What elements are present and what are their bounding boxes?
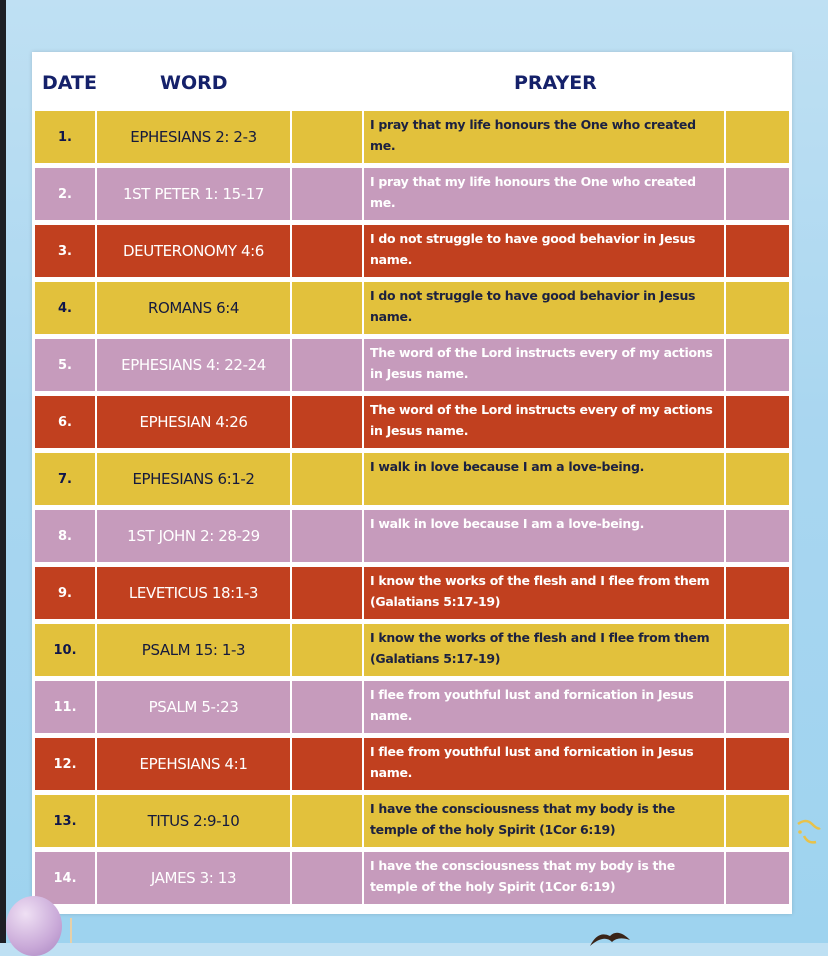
row-blank-cell	[291, 167, 363, 221]
row-blank-cell	[725, 851, 790, 905]
row-word: EPHESIANS 4: 22-24	[96, 338, 291, 392]
row-blank-cell	[291, 338, 363, 392]
row-blank-cell	[291, 737, 363, 791]
row-word: EPHESIANS 2: 2-3	[96, 110, 291, 164]
row-prayer: I know the works of the flesh and I flee from them (Galatians 5:17-19)	[363, 623, 725, 677]
row-word: EPEHSIANS 4:1	[96, 737, 291, 791]
row-blank-cell	[725, 509, 790, 563]
row-blank-cell	[725, 338, 790, 392]
row-blank-cell	[725, 680, 790, 734]
row-blank-cell	[725, 452, 790, 506]
row-blank-cell	[725, 395, 790, 449]
row-prayer: I pray that my life honours the One who created me.	[363, 167, 725, 221]
table-row	[34, 452, 790, 506]
table-row	[34, 680, 790, 734]
row-blank-cell	[291, 794, 363, 848]
table-row	[34, 224, 790, 278]
row-number: 2.	[34, 167, 96, 221]
row-prayer: I do not struggle to have good behavior in Jesus name.	[363, 281, 725, 335]
table-row	[34, 395, 790, 449]
row-number: 3.	[34, 224, 96, 278]
row-blank-cell	[725, 110, 790, 164]
row-prayer: I do not struggle to have good behavior in Jesus name.	[363, 224, 725, 278]
table-row	[34, 566, 790, 620]
row-word: 1ST JOHN 2: 28-29	[96, 509, 291, 563]
table-row	[34, 737, 790, 791]
row-blank-cell	[291, 224, 363, 278]
row-prayer: I flee from youthful lust and fornication in Jesus name.	[363, 737, 725, 791]
table-row	[34, 281, 790, 335]
header-prayer: PRAYER	[514, 72, 597, 94]
row-word: 1ST PETER 1: 15-17	[96, 167, 291, 221]
row-number: 10.	[34, 623, 96, 677]
row-word: PSALM 15: 1-3	[96, 623, 291, 677]
table-row	[34, 110, 790, 164]
row-blank-cell	[291, 395, 363, 449]
row-prayer: I walk in love because I am a love-being.	[363, 452, 725, 506]
row-prayer: The word of the Lord instructs every of my actions in Jesus name.	[363, 395, 725, 449]
row-prayer: I pray that my life honours the One who created me.	[363, 110, 725, 164]
row-blank-cell	[725, 623, 790, 677]
row-word: JAMES 3: 13	[96, 851, 291, 905]
decorative-squiggle-icon	[794, 814, 824, 854]
row-blank-cell	[291, 281, 363, 335]
row-prayer: The word of the Lord instructs every of my actions in Jesus name.	[363, 338, 725, 392]
row-word: DEUTERONOMY 4:6	[96, 224, 291, 278]
row-number: 14.	[34, 851, 96, 905]
row-prayer: I have the consciousness that my body is the temple of the holy Spirit (1Cor 6:19)	[363, 851, 725, 905]
table-row	[34, 851, 790, 905]
table-row	[34, 167, 790, 221]
row-number: 1.	[34, 110, 96, 164]
row-blank-cell	[291, 509, 363, 563]
table-header	[32, 52, 792, 110]
row-number: 7.	[34, 452, 96, 506]
row-number: 8.	[34, 509, 96, 563]
row-number: 5.	[34, 338, 96, 392]
row-number: 9.	[34, 566, 96, 620]
window-edge	[0, 0, 6, 943]
row-blank-cell	[291, 680, 363, 734]
row-blank-cell	[291, 452, 363, 506]
balloon-string	[70, 918, 72, 943]
table-row	[34, 509, 790, 563]
bird-icon	[588, 926, 632, 948]
header-word: WORD	[160, 72, 228, 94]
row-prayer: I walk in love because I am a love-being.	[363, 509, 725, 563]
table-row	[34, 338, 790, 392]
row-word: EPHESIANS 6:1-2	[96, 452, 291, 506]
row-blank-cell	[725, 224, 790, 278]
row-blank-cell	[291, 851, 363, 905]
row-prayer: I flee from youthful lust and fornication in Jesus name.	[363, 680, 725, 734]
row-number: 12.	[34, 737, 96, 791]
row-blank-cell	[291, 623, 363, 677]
row-blank-cell	[725, 566, 790, 620]
row-blank-cell	[725, 794, 790, 848]
header-date: DATE	[42, 72, 97, 94]
balloon-icon	[6, 896, 62, 956]
row-blank-cell	[725, 281, 790, 335]
row-blank-cell	[725, 167, 790, 221]
row-prayer: I have the consciousness that my body is the temple of the holy Spirit (1Cor 6:19)	[363, 794, 725, 848]
row-word: TITUS 2:9-10	[96, 794, 291, 848]
row-blank-cell	[725, 737, 790, 791]
row-number: 6.	[34, 395, 96, 449]
row-number: 11.	[34, 680, 96, 734]
row-word: EPHESIAN 4:26	[96, 395, 291, 449]
row-number: 13.	[34, 794, 96, 848]
row-word: PSALM 5-:23	[96, 680, 291, 734]
row-blank-cell	[291, 110, 363, 164]
row-word: LEVETICUS 18:1-3	[96, 566, 291, 620]
table-row	[34, 623, 790, 677]
row-word: ROMANS 6:4	[96, 281, 291, 335]
row-blank-cell	[291, 566, 363, 620]
prayer-schedule-sheet	[32, 52, 792, 914]
table-row	[34, 794, 790, 848]
row-number: 4.	[34, 281, 96, 335]
row-prayer: I know the works of the flesh and I flee from them (Galatians 5:17-19)	[363, 566, 725, 620]
